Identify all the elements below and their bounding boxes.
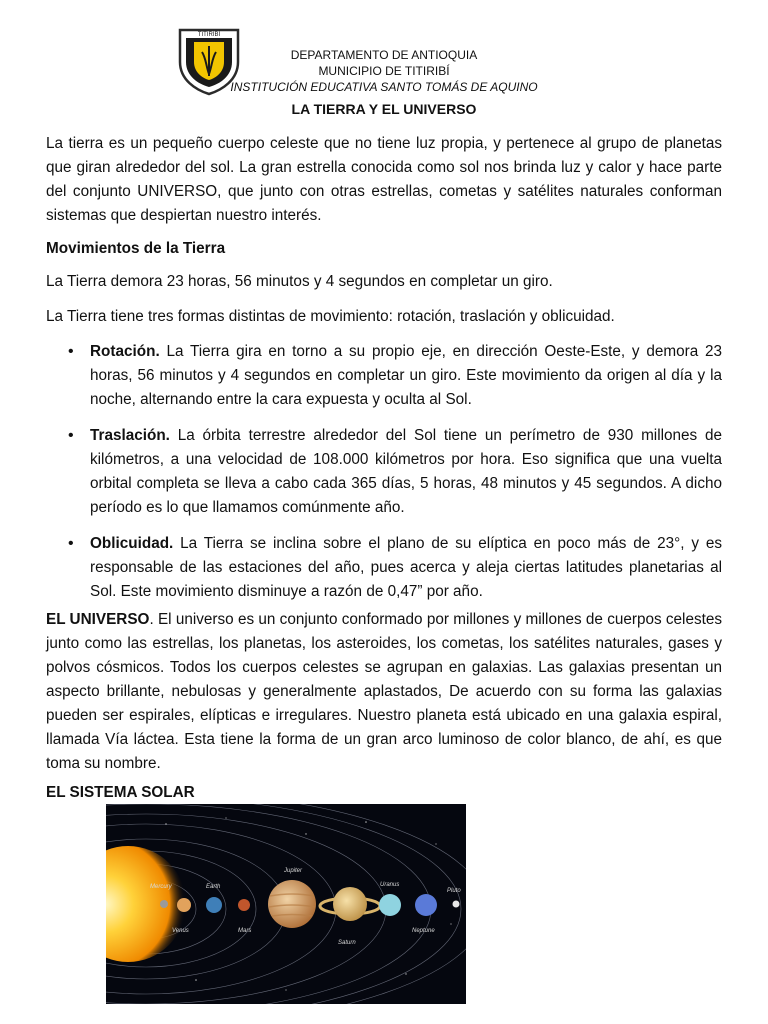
header-municipality: MUNICIPIO DE TITIRIBÍ: [318, 64, 450, 78]
movement-types-paragraph: La Tierra tiene tres formas distintas de movimiento: rotación, traslación y oblicuidad.: [46, 308, 615, 325]
label-mercury: Mercury: [150, 884, 172, 890]
universe-text: . El universo es un conjunto conformado por millones y millones de cuerpos celestes junto como las estrellas, los planetas, los asteroides, los cometas, los satélites naturales, gases y polvos cósmicos. Todos los cuerpos celestes se agrupan en galaxias. Las galaxias presentan un aspecto brillante, nebulosas y generalmente aplastados, De acuerdo con su forma las galaxias pueden ser espirales, elípticas e irregulares. Nuestro planeta está ubicado en una galaxia espiral, llamada Vía láctea. Esta tiene la forma de un gran arco luminoso de color blanco, de ahí, es que toma su nombre.: [46, 611, 723, 772]
label-venus: Venus: [172, 928, 189, 934]
label-mars: Mars: [238, 928, 252, 934]
term-translation: Traslación.: [90, 427, 170, 444]
saturn-icon: [333, 887, 367, 921]
label-uranus: Uranus: [380, 882, 400, 888]
text-obliquity: La Tierra se inclina sobre el plano de su elíptica en poco más de 23°, y es responsable de las estaciones del año, pues acerca y aleja ciertas latitudes planetarias al Sol. Este movimiento disminuye a razón de 0,47” por año.: [90, 535, 722, 600]
text-translation: La órbita terrestre alrededor del Sol tiene un perímetro de 930 millones de kilómetros, a una velocidad de 108.000 kilómetros por hora. Eso significa que una vuelta orbital completa se lleva a cabo cada 365 días, 5 horas, 48 minutos y 45 segundos. A dicho período es lo que llamamos comúnmente año.: [90, 427, 722, 516]
intro-paragraph: La tierra es un pequeño cuerpo celeste que no tiene luz propia, y pertenece al grupo de planetas que giran alrededor del sol. La gran estrella conocida como sol nos brinda luz y calor y hace parte del conjunto UNIVERSO, que junto con otras estrellas, cometas y satélites naturales conforman sistemas que despiertan nuestro interés.: [46, 135, 722, 224]
term-obliquity: Oblicuidad.: [90, 535, 174, 552]
mercury-icon: [160, 900, 168, 908]
solar-system-heading: EL SISTEMA SOLAR: [46, 784, 195, 801]
venus-icon: [177, 898, 191, 912]
movements-heading: Movimientos de la Tierra: [46, 240, 226, 257]
list-item-obliquity: [46, 532, 722, 604]
uranus-icon: [379, 894, 401, 916]
rotation-duration-paragraph: La Tierra demora 23 horas, 56 minutos y 4 segundos en completar un giro.: [46, 273, 553, 290]
term-rotation: Rotación.: [90, 343, 160, 360]
neptune-icon: [415, 894, 437, 916]
earth-icon: [206, 897, 222, 913]
label-jupiter: Jupiter: [284, 868, 303, 874]
label-saturn: Saturn: [338, 940, 356, 946]
universe-paragraph: [46, 608, 722, 776]
solar-system-image: [106, 804, 466, 1004]
header-institution: INSTITUCIÓN EDUCATIVA SANTO TOMÁS DE AQUINO: [230, 80, 538, 94]
pluto-icon: [453, 901, 460, 908]
label-neptune: Neptune: [412, 928, 435, 934]
jupiter-icon: [268, 880, 316, 928]
universe-term: EL UNIVERSO: [46, 611, 150, 628]
list-item-translation: [46, 424, 722, 520]
text-rotation: La Tierra gira en torno a su propio eje, en dirección Oeste-Este, y demora 23 horas, 56 minutos y 4 segundos en completar un giro. Este movimiento da origen al día y la noche, alternando entre la cara expuesta y oculta al Sol.: [90, 343, 722, 408]
list-item-rotation: [46, 340, 722, 412]
movement-list: [46, 340, 722, 616]
header-department: DEPARTAMENTO DE ANTIOQUIA: [290, 48, 478, 62]
crest-text: TITIRIBÍ: [197, 32, 221, 38]
page-title: LA TIERRA Y EL UNIVERSO: [291, 101, 477, 117]
label-pluto: Pluto: [447, 888, 461, 894]
label-earth: Earth: [206, 884, 221, 890]
mars-icon: [238, 899, 250, 911]
